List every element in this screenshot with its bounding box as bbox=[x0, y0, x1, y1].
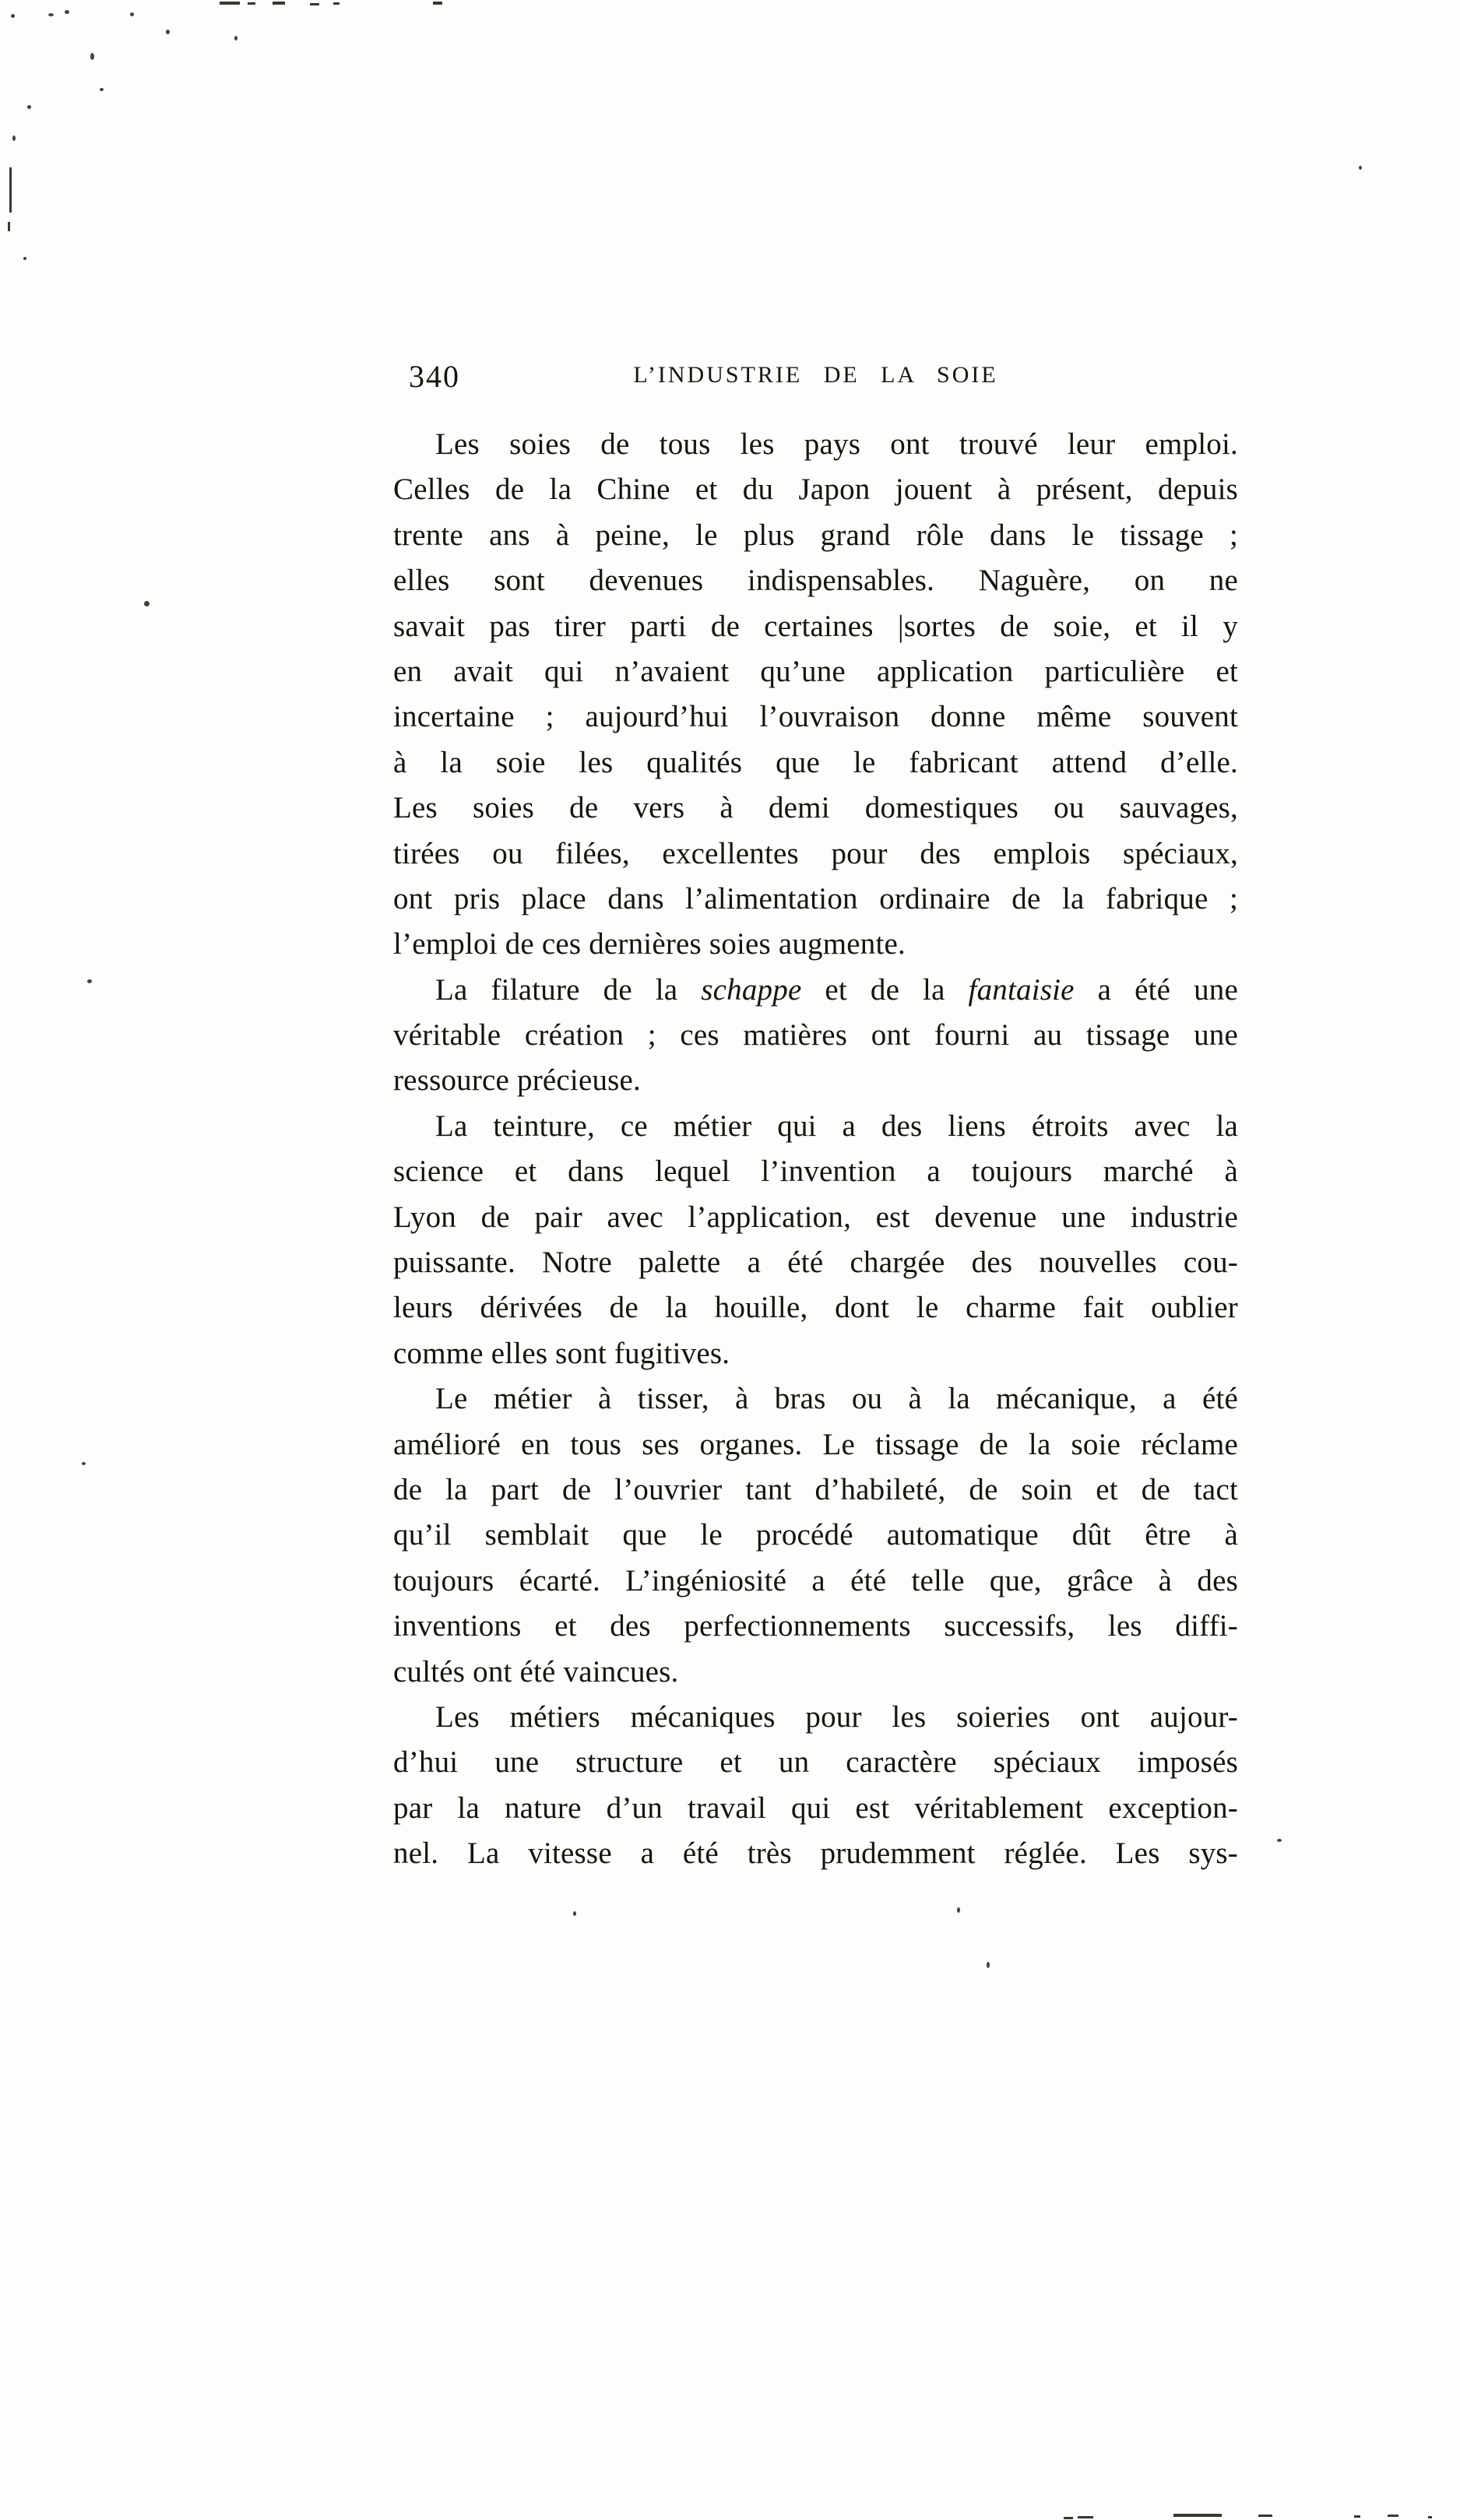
scan-speck bbox=[90, 53, 94, 60]
scan-speck bbox=[12, 135, 16, 141]
paragraph-3 bbox=[393, 1104, 1238, 1376]
text-line: Les métiers mécaniques pour les soieries ont aujour- bbox=[435, 1699, 1238, 1734]
text-line: Les soies de tous les pays ont trouvé leur emploi. bbox=[435, 427, 1238, 461]
scan-speck bbox=[27, 105, 31, 109]
text-line: cultés ont été vaincues. bbox=[393, 1654, 679, 1689]
text-line: nel. La vitesse a été très prudemment réglée. Les sys- bbox=[393, 1836, 1238, 1871]
scan-speck bbox=[11, 14, 15, 18]
scan-speck bbox=[166, 30, 170, 34]
scan-line bbox=[1173, 2514, 1222, 2517]
scan-speck bbox=[48, 13, 54, 16]
text-line: à la soie les qualités que le fabricant attend d’elle. bbox=[393, 745, 1238, 779]
text-line: par la nature d’un travail qui est véritablement exception- bbox=[393, 1791, 1238, 1825]
scan-speck bbox=[82, 1462, 86, 1465]
scan-speck bbox=[87, 979, 92, 983]
text-line: Les soies de vers à demi domestiques ou sauvages, bbox=[393, 791, 1238, 825]
scan-dash bbox=[273, 2, 285, 5]
text-segment: et de la bbox=[801, 972, 969, 1007]
scan-dash bbox=[333, 2, 339, 5]
paragraph-5 bbox=[393, 1695, 1238, 1877]
text-line: incertaine ; aujourd’hui l’ouvraison donne même souvent bbox=[393, 700, 1238, 734]
text-segment: a été une bbox=[1074, 972, 1238, 1007]
scan-dash bbox=[8, 222, 10, 231]
text-line: puissante. Notre palette a été chargée des nouvelles cou- bbox=[393, 1246, 1238, 1280]
text-line: ont pris place dans l’alimentation ordinaire de la fabrique ; bbox=[393, 881, 1238, 916]
scan-dash bbox=[1354, 2515, 1360, 2518]
paragraph-1 bbox=[393, 422, 1238, 968]
scan-speck bbox=[987, 1962, 990, 1968]
text-line: Celles de la Chine et du Japon jouent à présent, depuis bbox=[393, 473, 1238, 507]
text-line: trente ans à peine, le plus grand rôle dans le tissage ; bbox=[393, 518, 1238, 552]
text-line: l’emploi de ces dernières soies augmente. bbox=[393, 927, 906, 961]
scan-dash bbox=[220, 2, 240, 5]
text-line: Le métier à tisser, à bras ou à la mécanique, a été bbox=[435, 1382, 1238, 1416]
scan-speck bbox=[573, 1911, 576, 1916]
running-head bbox=[393, 357, 1238, 397]
scan-dash bbox=[1388, 2515, 1398, 2517]
body-text bbox=[393, 422, 1238, 1877]
text-segment: La filature de la bbox=[435, 972, 702, 1007]
scan-dash bbox=[1078, 2516, 1093, 2518]
page-number: 340 bbox=[409, 359, 460, 394]
text-line: science et dans lequel l’invention a toujours marché à bbox=[393, 1155, 1238, 1189]
text-line: véritable création ; ces matières ont fourni au tissage une bbox=[393, 1018, 1238, 1053]
text-line: ressource précieuse. bbox=[393, 1063, 641, 1098]
scan-speck bbox=[234, 36, 237, 40]
italic-word: fantaisie bbox=[968, 972, 1075, 1007]
scan-dash bbox=[1258, 2515, 1272, 2517]
text-line bbox=[393, 968, 1238, 1013]
paragraph-2 bbox=[393, 968, 1238, 1104]
text-line: amélioré en tous ses organes. Le tissage de la soie réclame bbox=[393, 1427, 1238, 1461]
text-line: en avait qui n’avaient qu’une application particulière et bbox=[393, 654, 1238, 688]
scan-dash bbox=[433, 2, 442, 5]
text-line: leurs dérivées de la houille, dont le charme fait oublier bbox=[393, 1291, 1238, 1325]
text-line: savait pas tirer parti de certaines |sortes de soie, et il y bbox=[393, 609, 1238, 643]
scan-dash bbox=[248, 2, 255, 5]
scan-speck bbox=[1359, 166, 1362, 170]
scan-dash bbox=[1064, 2517, 1073, 2519]
scan-speck bbox=[100, 88, 104, 91]
text-line: toujours écarté. L’ingéniosité a été telle que, grâce à des bbox=[393, 1563, 1238, 1597]
text-line: qu’il semblait que le procédé automatique dût être à bbox=[393, 1518, 1238, 1552]
text-line: La teinture, ce métier qui a des liens étroits avec la bbox=[435, 1109, 1238, 1143]
scan-speck bbox=[957, 1907, 960, 1913]
text-line: de la part de l’ouvrier tant d’habileté, de soin et de tact bbox=[393, 1472, 1238, 1506]
scan-speck bbox=[1277, 1839, 1282, 1842]
scan-speck bbox=[23, 257, 26, 260]
scan-speck bbox=[144, 601, 150, 606]
text-line: comme elles sont fugitives. bbox=[393, 1336, 730, 1370]
text-line: d’hui une structure et un caractère spéciaux imposés bbox=[393, 1745, 1238, 1780]
scan-dash bbox=[310, 3, 319, 5]
running-title: L’INDUSTRIE DE LA SOIE bbox=[633, 362, 998, 388]
scan-dash bbox=[1428, 2516, 1432, 2518]
scan-line bbox=[9, 167, 12, 213]
scan-speck bbox=[130, 12, 134, 16]
paragraph-4 bbox=[393, 1376, 1238, 1695]
text-line: Lyon de pair avec l’application, est devenue une industrie bbox=[393, 1200, 1238, 1234]
italic-word: schappe bbox=[701, 972, 802, 1007]
text-line: elles sont devenues indispensables. Naguère, on ne bbox=[393, 564, 1238, 598]
scan-speck bbox=[65, 10, 69, 14]
text-line: tirées ou filées, excellentes pour des emplois spéciaux, bbox=[393, 836, 1238, 870]
text-line: inventions et des perfectionnements successifs, les diffi- bbox=[393, 1609, 1238, 1643]
